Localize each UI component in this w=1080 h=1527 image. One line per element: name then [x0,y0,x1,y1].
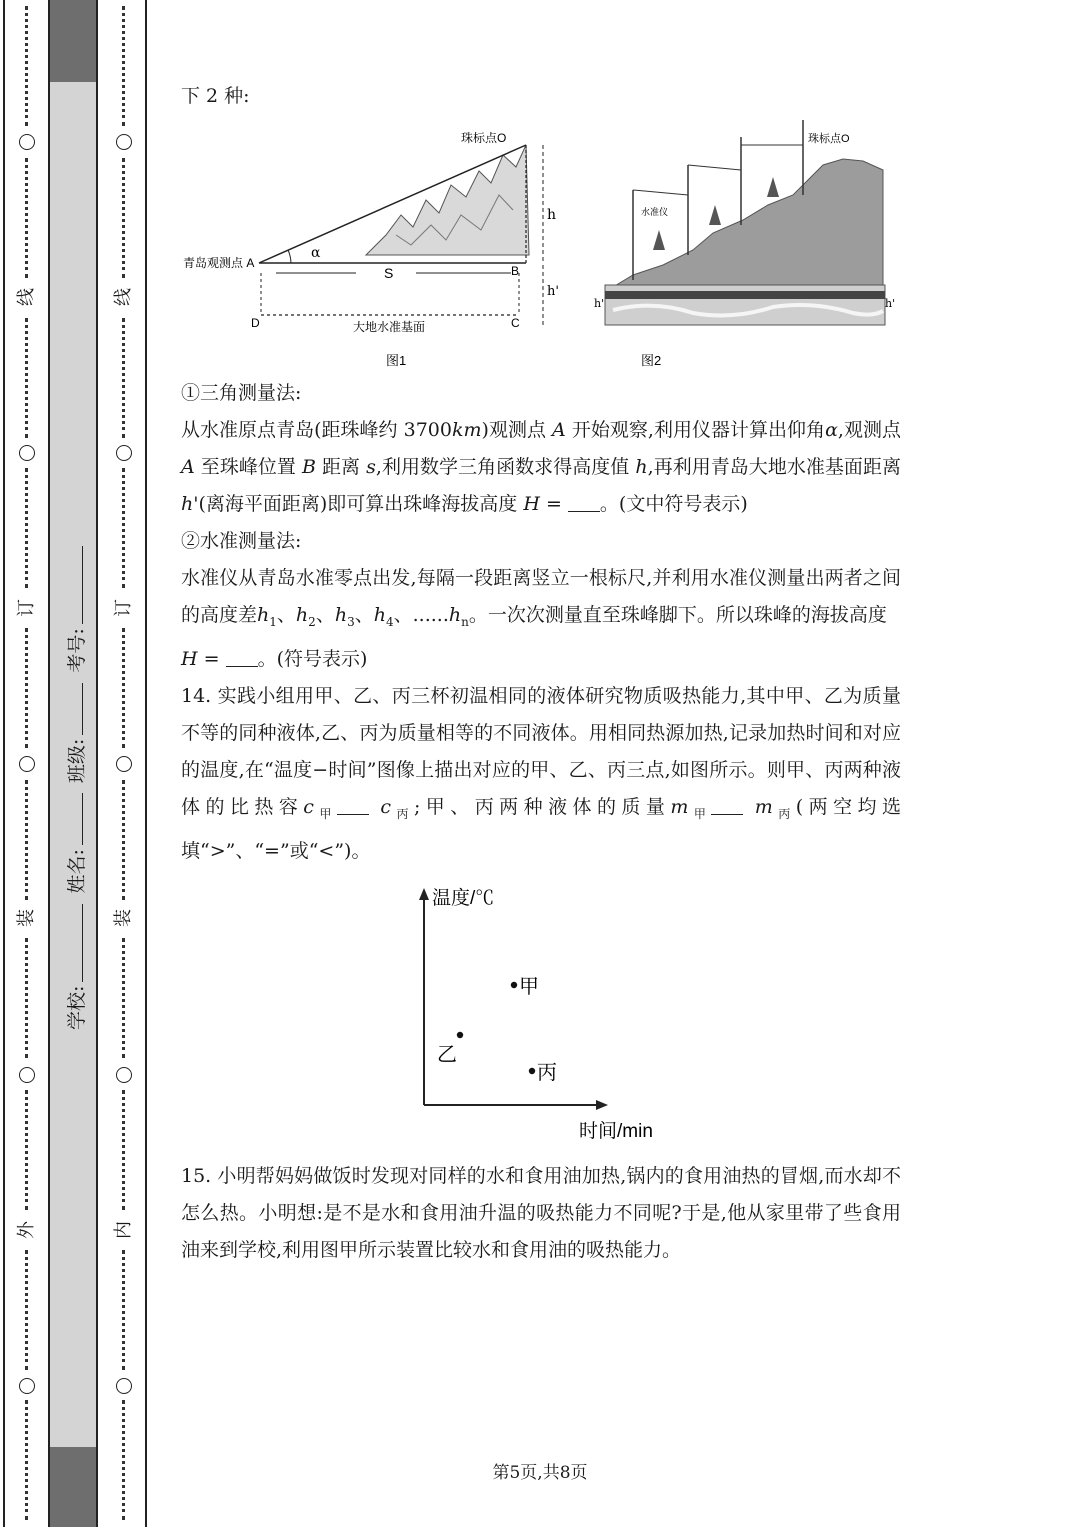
seal-circle [116,445,132,461]
outer-seal-line [17,0,37,1527]
data-point-label-2: 丙 [537,1059,557,1084]
method2-text: 水准仪从青岛水准零点出发,每隔一段距离竖立一根标尺,并利用水准仪测量出两者之间的高度差$h_1$、$h_2$、$h_3$、$h_4$、$......h_n$。一次次测量直至珠峰脚下。所以珠峰的海拔高度 H = 。(符号表示) [181,567,901,670]
answer-blank[interactable] [226,648,258,667]
mountain-shape [366,145,529,255]
seal-circle [19,1067,35,1083]
school-blank[interactable] [82,904,83,982]
method1-text: 从水准原点青岛(距珠峰约 3700km)观测点 A 开始观察,利用仪器计算出仰角α,观测点 A 至珠峰位置 B 距离 s,利用数学三角函数求得高度值 h,再利用青岛大地水准基面距离 h'(离海平面距离)即可算出珠峰海拔高度 H = 。(文中符号表示) [181,419,902,515]
points-layer [437,974,557,1084]
seal-circle [116,1067,132,1083]
data-point-label-0: 甲 [519,973,539,998]
seal-circle [19,445,35,461]
class-label: 班级: [66,738,88,784]
seal-char: 外 [16,1221,37,1239]
question-14: 14. 实践小组用甲、乙、丙三杯初温相同的液体研究物质吸热能力,其中甲、乙为质量不等的同种液体,乙、丙为质量相等的不同液体。用相同热源加热,记录加热时间和对应的温度,在“温度−时间”图像上描出对应的甲、乙、丙三点,如图所示。则甲、丙两种液体的比热容$c_甲$ $c_丙$;甲、丙两种液体的质量$m_甲$ $m_丙$(两空均选填“>”、“=”或“<”)。 [181,684,901,862]
data-point-label-1: 乙 [437,1041,457,1066]
exam-number-blank[interactable] [82,546,83,624]
question-15: 15. 小明帮妈妈做饭时发现对同样的水和食用油加热,锅内的食用油热的冒烟,而水却不怎么热。小明想:是不是水和食用油升温的吸热能力不同呢?于是,他从家里带了些食用油来到学校,利用图甲所示装置比较水和食用油的吸热能力。 [181,1164,901,1261]
fig2-hprime-left: h' [594,297,605,310]
fig2-instrument-label: 水准仪 [641,207,669,217]
seal-char: 内 [113,1221,134,1239]
page-number: 第5页,共8页 [492,1463,588,1483]
data-point-2 [529,1067,535,1073]
question-content [181,78,901,1269]
data-point-1 [457,1031,463,1037]
name-label: 姓名: [66,849,88,894]
answer-blank[interactable] [337,796,369,815]
seal-char: 线 [16,288,37,306]
fig1-hprime-label: h' [547,284,559,299]
y-axis-arrow [419,888,429,900]
fig2-hprime-right: h' [885,297,896,310]
outer-border-line [3,0,5,1527]
fig1-h-label: h [547,207,557,223]
strip-top-block [50,0,96,82]
seal-char: 装 [113,909,134,927]
figure-2 [593,115,896,375]
intro-text: 下 2 种: [181,85,250,107]
method1-title: ①三角测量法: [181,382,302,404]
answer-blank[interactable] [568,493,600,512]
fig2-peak-label: 珠标点O [808,133,850,145]
student-info-fields [62,542,89,1030]
inner-seal-line [114,0,134,1527]
seal-circle [116,1378,132,1394]
school-label: 学校: [66,985,88,1030]
seal-char: 订 [113,599,134,617]
name-blank[interactable] [82,793,83,845]
fig1-datum-label: 大地水准基面 [353,320,426,334]
seal-char: 线 [113,288,134,306]
seal-char: 订 [16,599,37,617]
seal-circle [116,756,132,772]
data-point-0 [511,981,517,987]
answer-blank[interactable] [711,796,743,815]
y-axis-label: 温度/℃ [432,887,495,909]
method2-title: ②水准测量法: [181,530,302,552]
inner-border-line [145,0,147,1527]
x-axis-arrow [596,1100,608,1110]
class-blank[interactable] [82,683,83,735]
fig2-caption: 图2 [641,353,662,368]
fig1-b-label: B [511,264,520,278]
figures-row [181,115,901,375]
fig1-s-label: S [384,265,394,281]
seal-circle [19,134,35,150]
fig1-d-label: D [251,316,260,330]
fig1-observer-label: 青岛观测点 A [183,256,255,270]
temperature-time-chart [181,870,901,1142]
x-axis-label: 时间/min [579,1120,653,1142]
seal-circle [19,1378,35,1394]
fig1-angle-label: α [311,245,321,261]
exam-number-label: 考号: [66,628,88,673]
chart-container [181,870,901,1142]
fig1-peak-label: 珠标点O [461,131,507,145]
fig1-c-label: C [511,316,520,330]
terrain-shape [608,159,883,290]
seal-circle [116,134,132,150]
seal-char: 装 [16,909,37,927]
seal-circle [19,756,35,772]
figure-1 [181,115,561,375]
fig1-caption: 图1 [386,353,407,368]
